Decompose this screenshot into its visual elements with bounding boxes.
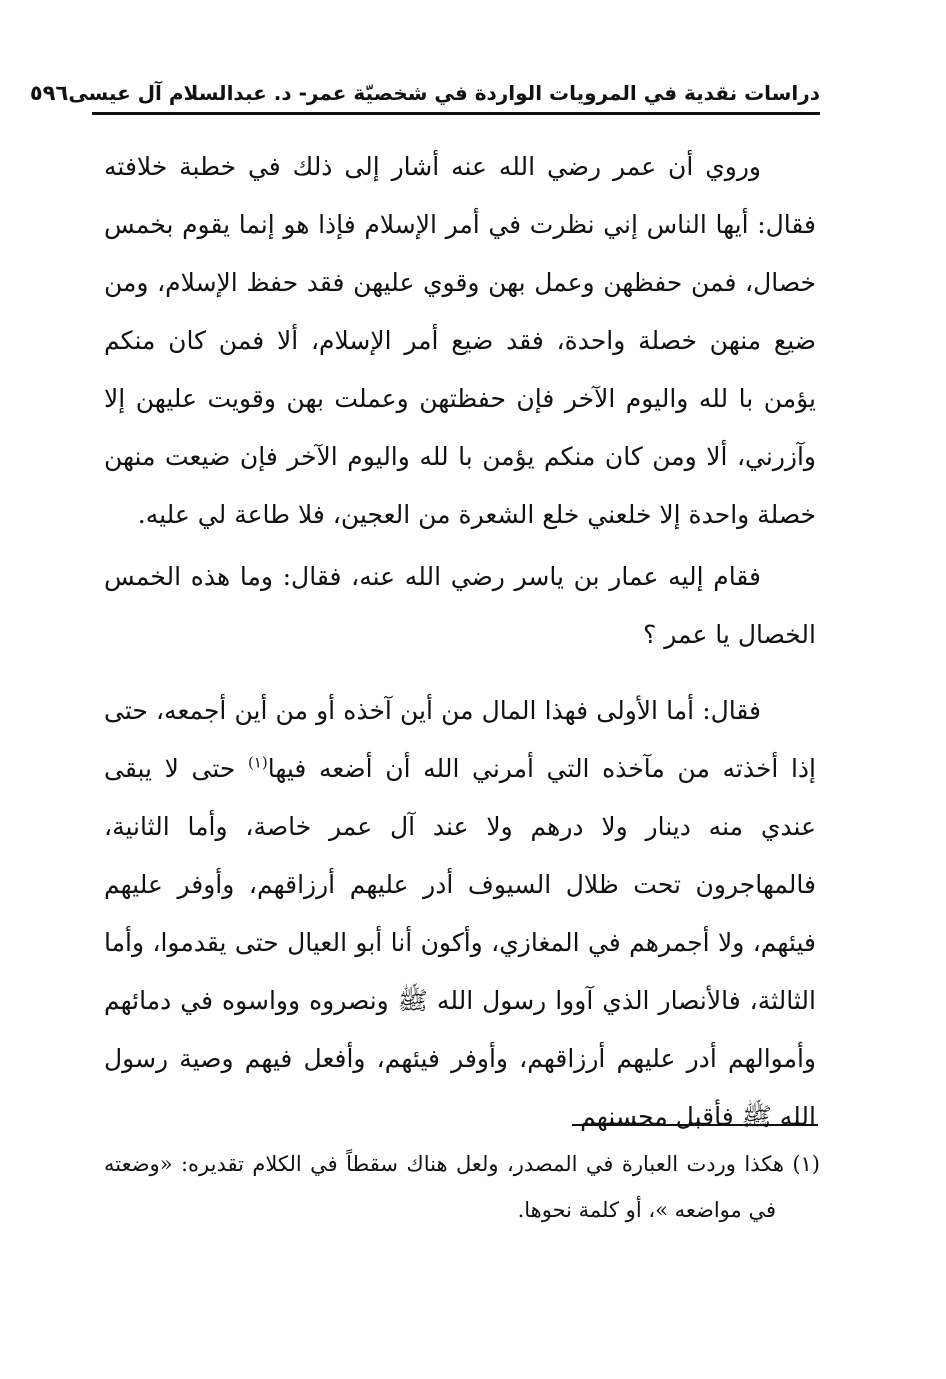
footnotes [104,1141,820,1233]
header-rule [92,112,820,115]
paragraph-text: حتى لا يبقى عندي منه دينار ولا درهم ولا عند آل عمر خاصة، وأما الثانية، فالمهاجرون تحت ظلال السيوف أدر عليهم أرزاقهم، وأوفر عليهم فيئهم، ولا أجمرهم في المغازي، وأكون أنا أبو العيال حتى يقدموا، وأما الثالثة، فالأنصار الذي آووا رسول الله ﷺ ونصروه وواسوه في دمائهم وأموالهم أدر عليهم أرزاقهم، وأوفر فيئهم، وأفعل فيهم وصية رسول الله ﷺ فأقبل محسنهم [104,754,816,1131]
paragraph: فقام إليه عمار بن ياسر رضي الله عنه، فقال: وما هذه الخمس الخصال يا عمر ؟ [104,562,816,649]
running-title: دراسات نقدية في المرويات الواردة في شخصيّة عمر- د. عبدالسلام آل عيسى [68,81,820,105]
main-text [104,138,816,1146]
page-header [29,74,820,112]
paragraph [104,682,816,1146]
footnote: (١) هكذا وردت العبارة في المصدر، ولعل هناك سقطاً في الكلام تقديره: «وضعته في مواضعه »، أو كلمة نحوها. [104,1152,820,1222]
page-number: ٥٩٦ [29,81,69,105]
footnote-separator [572,1124,818,1126]
paragraph: وروي أن عمر رضي الله عنه أشار إلى ذلك في خطبة خلافته فقال: أيها الناس إني نظرت في أمر الإسلام فإذا هو إنما يقوم بخمس خصال، فمن حفظهن وعمل بهن وقوي عليهن فقد حفظ الإسلام، ومن ضيع منهن خصلة واحدة، فقد ضيع أمر الإسلام، ألا فمن كان منكم يؤمن با لله واليوم الآخر فإن حفظتهن وعملت بهن وقويت عليهن إلا وآزرني، ألا ومن كان منكم يؤمن با لله واليوم الآخر فإن ضيعت منهن خصلة واحدة إلا خلعني خلع الشعرة من العجين، فلا طاعة لي عليه. [104,152,816,529]
paragraph-text: فقال: أما الأولى فهذا المال من أين آخذه أو من أين أجمعه، حتى إذا أخذته من مآخذه التي أمرني الله أن أضعه فيها [104,696,816,783]
footnote-reference: (١) [247,753,268,772]
